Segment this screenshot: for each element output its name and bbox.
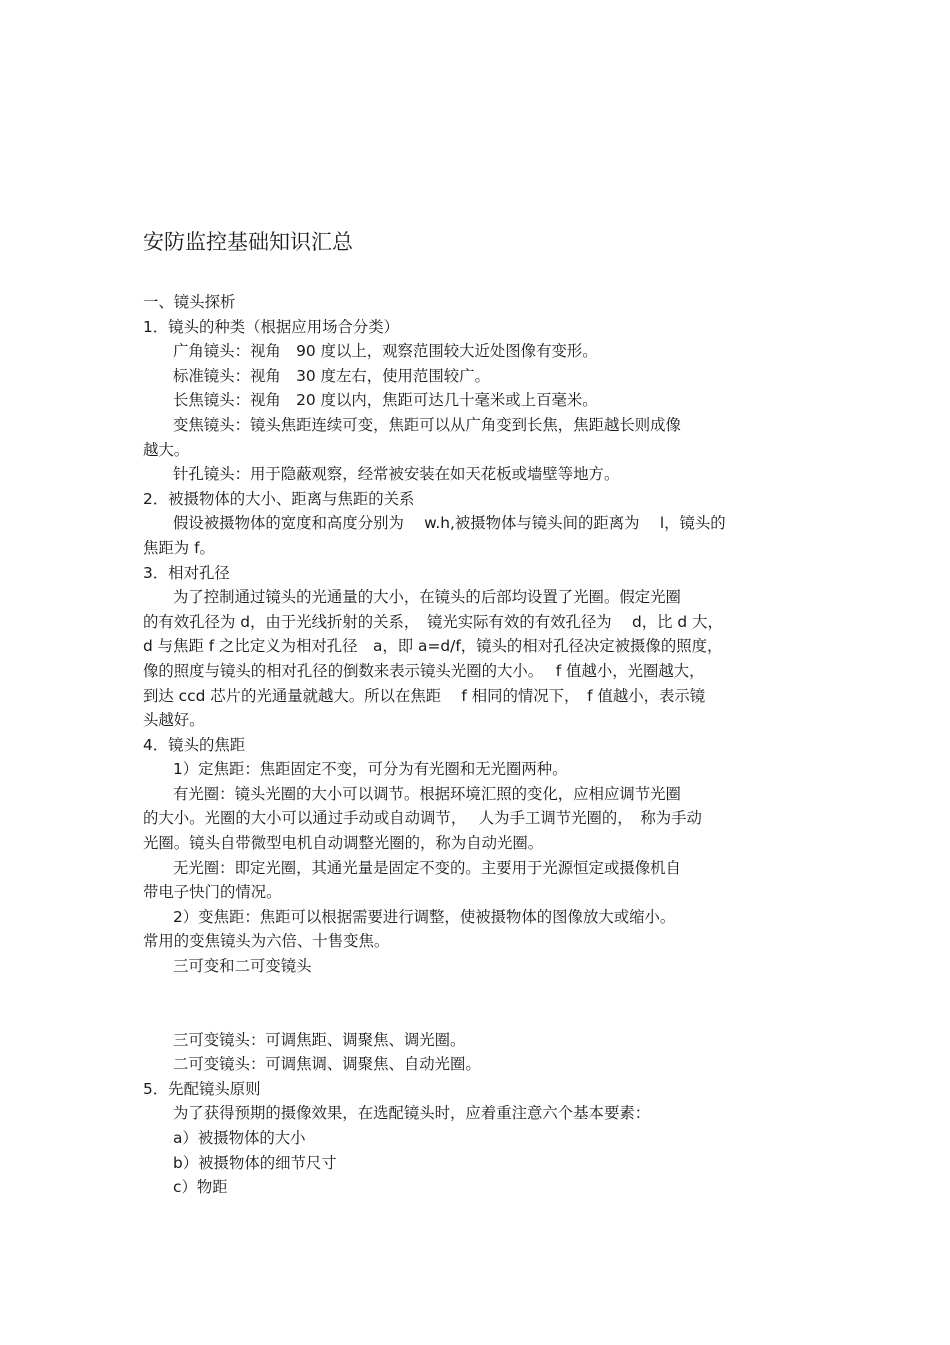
paragraph-line: 三可变和二可变镜头 [173, 957, 312, 976]
paragraph-line: 广角镜头：视角 90 度以上，观察范围较大近处图像有变形。 [173, 342, 598, 361]
paragraph-line: 的大小。光圈的大小可以通过手动或自动调节， 人为手工调节光圈的， 称为手动 [143, 809, 702, 828]
blank-gap [143, 979, 813, 1028]
paragraph-line: 三可变镜头：可调焦距、调聚焦、调光圈。 [173, 1030, 466, 1049]
paragraph-line: 无光圈：即定光圈，其通光量是固定不变的。主要用于光源恒定或摄像机自 [173, 858, 681, 877]
paragraph-line: 1）定焦距：焦距固定不变，可分为有光圈和无光圈两种。 [173, 760, 568, 779]
list-item: a）被摄物体的大小 [173, 1129, 306, 1147]
paragraph-line: 为了控制通过镜头的光通量的大小，在镜头的后部均设置了光圈。假定光圈 [173, 588, 681, 607]
paragraph-line: 变焦镜头：镜头焦距连续可变，焦距可以从广角变到长焦，焦距越长则成像 [173, 415, 681, 434]
paragraph-line: 有光圈：镜头光圈的大小可以调节。根据环境汇照的变化，应相应调节光圈 [173, 784, 681, 803]
paragraph-line: 的有效孔径为 d，由于光线折射的关系， 镜光实际有效的有效孔径为 d，比 d 大， [143, 612, 723, 631]
paragraph-line: 标准镜头：视角 30 度左右，使用范围较广。 [173, 366, 490, 385]
paragraph-line: 到达 ccd 芯片的光通量就越大。所以在焦距 f 相同的情况下， f 值越小，表示镜 [143, 686, 706, 705]
page-title: 安防监控基础知识汇总 [143, 230, 353, 254]
paragraph-line: 2）变焦距：焦距可以根据需要进行调整，使被摄物体的图像放大或缩小。 [173, 907, 676, 926]
paragraph-line: 像的照度与镜头的相对孔径的倒数来表示镜头光圈的大小。 f 值越小，光圈越大， [143, 661, 705, 680]
paragraph-line: 带电子快门的情况。 [143, 883, 282, 902]
paragraph-line: 越大。 [143, 440, 190, 459]
list-item: c）物距 [173, 1178, 228, 1197]
section-heading: 一、镜头探析 [143, 293, 236, 311]
subsection-heading: 5．先配镜头原则 [143, 1079, 261, 1098]
subsection-heading: 1．镜头的种类（根据应用场合分类） [143, 317, 400, 336]
subsection-heading: 2．被摄物体的大小、距离与焦距的关系 [143, 489, 415, 508]
paragraph-line: 假设被摄物体的宽度和高度分别为 w.h,被摄物体与镜头间的距离为 l，镜头的 [173, 514, 726, 533]
subsection-heading: 3．相对孔径 [143, 563, 230, 582]
document-body [143, 290, 813, 1200]
paragraph-line: 长焦镜头：视角 20 度以内，焦距可达几十毫米或上百毫米。 [173, 391, 598, 410]
paragraph-line: 光圈。镜头自带微型电机自动调整光圈的，称为自动光圈。 [143, 834, 544, 853]
paragraph-line: 为了获得预期的摄像效果，在选配镜头时，应着重注意六个基本要素： [173, 1104, 651, 1123]
paragraph-line: 二可变镜头：可调焦调、调聚焦、自动光圈。 [173, 1055, 481, 1074]
subsection-heading: 4．镜头的焦距 [143, 735, 246, 754]
list-item: b）被摄物体的细节尺寸 [173, 1153, 337, 1172]
paragraph-line: d 与焦距 f 之比定义为相对孔径 a，即 a=d/f，镜头的相对孔径决定被摄像的照度， [143, 637, 723, 656]
paragraph-line: 焦距为 f。 [143, 538, 215, 557]
paragraph-line: 头越好。 [143, 711, 205, 730]
paragraph-line: 常用的变焦镜头为六倍、十售变焦。 [143, 932, 390, 951]
paragraph-line: 针孔镜头：用于隐蔽观察，经常被安装在如天花板或墙壁等地方。 [173, 465, 620, 484]
